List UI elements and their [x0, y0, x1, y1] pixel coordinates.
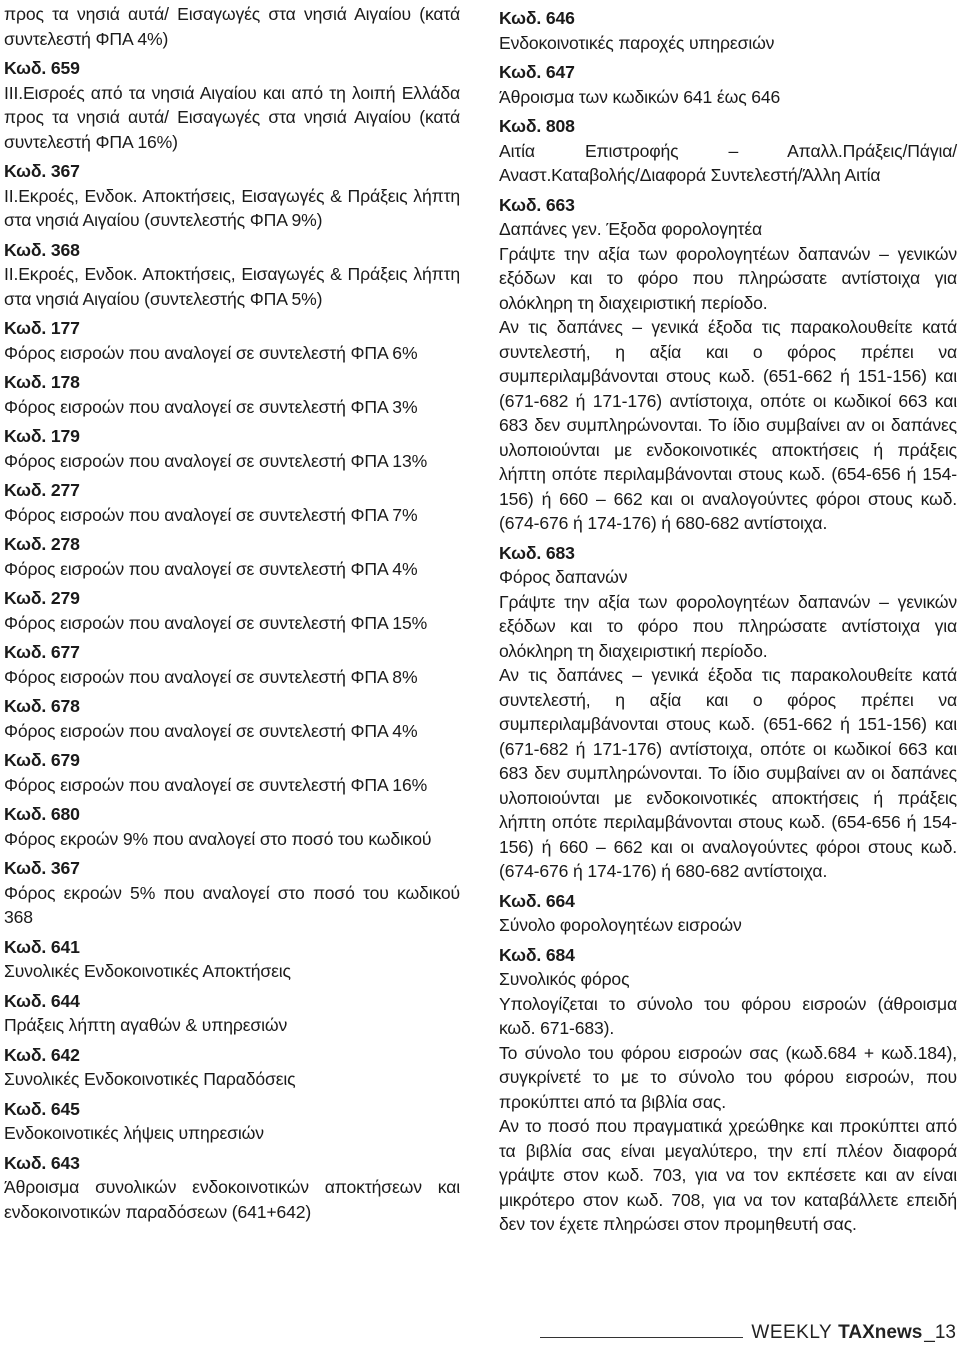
code-entry [4, 2, 460, 51]
code-entry [4, 159, 460, 233]
code-heading: Κωδ. 680 [4, 804, 80, 824]
code-entry [4, 1097, 460, 1146]
code-heading: Κωδ. 645 [4, 1098, 80, 1119]
code-entry [4, 586, 460, 635]
code-entry [4, 694, 460, 743]
code-heading: Κωδ. 808 [499, 116, 575, 136]
code-entry [4, 748, 460, 797]
code-entry [4, 370, 460, 419]
code-heading: Κωδ. 642 [4, 1044, 80, 1065]
code-heading: Κωδ. 367 [4, 161, 80, 181]
code-heading: Κωδ. 663 [499, 194, 575, 215]
code-description: Γράψτε την αξία των φορολογητέων δαπανών – γενικών εξόδων και το φόρο που πληρώσατε αντίστοιχα για ολόκληρη τη διαχειριστική περίοδο. [499, 591, 957, 661]
code-heading: Κωδ. 179 [4, 426, 80, 446]
code-entry [499, 193, 957, 536]
code-description: Φόρος εισροών που αναλογεί σε συντελεστή ΦΠΑ 6% [4, 342, 418, 363]
code-description: Αιτία Επιστροφής – Απαλλ.Πράξεις/Πάγια/Αναστ.Καταβολής/Διαφορά Συντελεστή/Άλλη Αιτία [499, 140, 957, 185]
code-heading: Κωδ. 368 [4, 239, 80, 260]
code-description: Συνολικές Ενδοκοινοτικές Παραδόσεις [4, 1069, 296, 1089]
left-column [4, 2, 460, 1229]
code-entry [4, 640, 460, 689]
code-heading: Κωδ. 683 [499, 542, 575, 563]
page-footer [540, 1318, 956, 1344]
code-entry [499, 889, 957, 938]
code-description: Ενδοκοινοτικές λήψεις υπηρεσιών [4, 1123, 264, 1143]
code-description: Αν τις δαπάνες – γενικά έξοδα τις παρακολουθείτε κατά συντελεστή, η αξία και ο φόρος πρέπει να συμπεριλαμβάνονται στους κωδ. (651-662 ή 151-156) και (671-682 ή 171-176) αντίστοιχα, οπότε οι κωδικοί 663 και 683 δεν συμπληρώνονται. Το ίδιο συμβαίνει αν οι δαπάνες υλοποιούνται με ενδοκοινοτικές αποκτήσεις ή πράξεις λήπτη οπότε περιλαμβάνονται στους κωδ. (654-656 ή 154-156) ή 660 – 662 και οι αναλογούντες φόροι στους κωδ. (674-676 ή 174-176) ή 680-682 αντίστοιχα. [499, 665, 957, 881]
code-entry [4, 935, 460, 984]
code-description: Σύνολο φορολογητέων εισροών [499, 915, 742, 935]
code-heading: Κωδ. 684 [499, 944, 575, 965]
code-description: Συνολικός φόρος [499, 969, 630, 989]
code-heading: Κωδ. 644 [4, 990, 80, 1011]
code-description: Φόρος εισροών που αναλογεί σε συντελεστή ΦΠΑ 16% [4, 774, 428, 795]
code-heading: Κωδ. 177 [4, 318, 80, 338]
code-description: Φόρος εισροών που αναλογεί σε συντελεστή ΦΠΑ 4% [4, 720, 418, 741]
code-entry [499, 114, 957, 188]
code-description: Φόρος εκροών 9% που αναλογεί στο ποσό του κωδικού [4, 828, 432, 849]
code-description: Υπολογίζεται το σύνολο του φόρου εισροών (άθροισμα κωδ. 671-683). [499, 993, 957, 1038]
code-entry [4, 238, 460, 312]
code-description: ΙΙΙ.Εισροές από τα νησιά Αιγαίου και από τη λοιπή Ελλάδα προς τα νησιά αυτά/ Εισαγωγές στα νησιά Αιγαίου (κατά συντελεστή ΦΠΑ 16%) [4, 82, 460, 152]
code-entry [499, 541, 957, 884]
code-entry [4, 989, 460, 1038]
code-description: Άθροισμα συνολικών ενδοκοινοτικών αποκτήσεων και ενδοκοινοτικών παραδόσεων (641+642) [4, 1177, 460, 1222]
code-heading: Κωδ. 679 [4, 750, 80, 770]
code-description: Δαπάνες γεν. Έξοδα φορολογητέα [499, 219, 763, 239]
code-heading: Κωδ. 367 [4, 858, 80, 878]
code-heading: Κωδ. 277 [4, 480, 80, 500]
code-heading: Κωδ. 677 [4, 642, 80, 662]
code-description: Φόρος εκροών 5% που αναλογεί στο ποσό του κωδικού 368 [4, 882, 460, 927]
code-description: Αν τις δαπάνες – γενικά έξοδα τις παρακολουθείτε κατά συντελεστή, η αξία και ο φόρος πρέπει να συμπεριλαμβάνονται στους κωδ. (651-662 ή 151-156) και (671-682 ή 171-176) αντίστοιχα, οπότε οι κωδικοί 663 και 683 δεν συμπληρώνονται. Το ίδιο συμβαίνει αν οι δαπάνες υλοποιούνται με ενδοκοινοτικές αποκτήσεις ή πράξεις λήπτη οπότε περιλαμβάνονται στους κωδ. (654-656 ή 154-156) ή 660 – 662 και οι αναλογούντες φόροι στους κωδ. (674-676 ή 174-176) ή 680-682 αντίστοιχα. [499, 317, 957, 533]
code-description: Φόρος εισροών που αναλογεί σε συντελεστή ΦΠΑ 4% [4, 558, 418, 579]
code-description: Φόρος εισροών που αναλογεί σε συντελεστή ΦΠΑ 15% [4, 612, 428, 633]
footer-page-number: _13 [924, 1322, 956, 1343]
code-entry [4, 478, 460, 527]
code-entry [499, 60, 957, 109]
code-heading: Κωδ. 279 [4, 588, 80, 608]
code-description: ΙΙ.Εκροές, Ενδοκ. Αποκτήσεις, Εισαγωγές & Πράξεις λήπτη στα νησιά Αιγαίου (συντελεστής ΦΠΑ 5%) [4, 264, 460, 309]
code-heading: Κωδ. 646 [499, 8, 575, 28]
code-heading: Κωδ. 647 [499, 62, 575, 82]
code-description: Πράξεις λήπτη αγαθών & υπηρεσιών [4, 1015, 288, 1035]
code-entry [4, 532, 460, 581]
footer-weekly-label: WEEKLY [751, 1322, 833, 1343]
code-entry [4, 856, 460, 930]
code-description: Φόρος εισροών που αναλογεί σε συντελεστή ΦΠΑ 3% [4, 396, 418, 417]
code-description: Άθροισμα των κωδικών 641 έως 646 [499, 86, 781, 107]
code-heading: Κωδ. 278 [4, 534, 80, 554]
code-description: Ενδοκοινοτικές παροχές υπηρεσιών [499, 32, 775, 53]
code-entry [499, 6, 957, 55]
footer-brand-news: news [874, 1322, 923, 1343]
right-column [499, 2, 957, 1242]
code-heading: Κωδ. 178 [4, 372, 80, 392]
footer-rule [540, 1337, 743, 1338]
code-entry [4, 1151, 460, 1225]
code-heading: Κωδ. 643 [4, 1152, 80, 1173]
code-description: Γράψτε την αξία των φορολογητέων δαπανών – γενικών εξόδων και το φόρο που πληρώσατε αντίστοιχα για ολόκληρη τη διαχειριστική περίοδο. [499, 243, 957, 313]
code-entry [4, 316, 460, 365]
code-entry [499, 943, 957, 1237]
code-description: Φόρος εισροών που αναλογεί σε συντελεστή ΦΠΑ 8% [4, 666, 418, 687]
code-entry [4, 56, 460, 154]
code-entry [4, 424, 460, 473]
code-heading: Κωδ. 678 [4, 696, 80, 716]
code-entry [4, 1043, 460, 1092]
code-description: Το σύνολο του φόρου εισροών σας (κωδ.684 + κωδ.184), συγκρίνετέ το με το σύνολο του φόρου εισροών, που προκύπτει από τα βιβλία σας. [499, 1042, 957, 1112]
code-heading: Κωδ. 664 [499, 890, 575, 911]
code-entry [4, 802, 460, 851]
code-description: Φόρος δαπανών [499, 567, 628, 587]
code-description: προς τα νησιά αυτά/ Εισαγωγές στα νησιά Αιγαίου (κατά συντελεστή ΦΠΑ 4%) [4, 4, 460, 49]
code-heading: Κωδ. 659 [4, 58, 80, 78]
code-description: Φόρος εισροών που αναλογεί σε συντελεστή ΦΠΑ 7% [4, 504, 418, 525]
code-description: Φόρος εισροών που αναλογεί σε συντελεστή ΦΠΑ 13% [4, 450, 428, 471]
code-heading: Κωδ. 641 [4, 936, 80, 957]
code-description: Αν το ποσό που πραγματικά χρεώθηκε και προκύπτει από τα βιβλία σας είναι μεγαλύτερο, την επί πλέον διαφορά γράψτε στον κωδ. 703, για να τον εκπέσετε και αν είναι μικρότερο στον κωδ. 708, για να τον καταβάλλετε επειδή δεν τον έχετε πληρώσει στον προμηθευτή σας. [499, 1116, 957, 1234]
code-description: Συνολικές Ενδοκοινοτικές Αποκτήσεις [4, 961, 291, 981]
footer-brand-tax: TAX [838, 1322, 875, 1343]
code-description: ΙΙ.Εκροές, Ενδοκ. Αποκτήσεις, Εισαγωγές & Πράξεις λήπτη στα νησιά Αιγαίου (συντελεστής ΦΠΑ 9%) [4, 185, 460, 230]
